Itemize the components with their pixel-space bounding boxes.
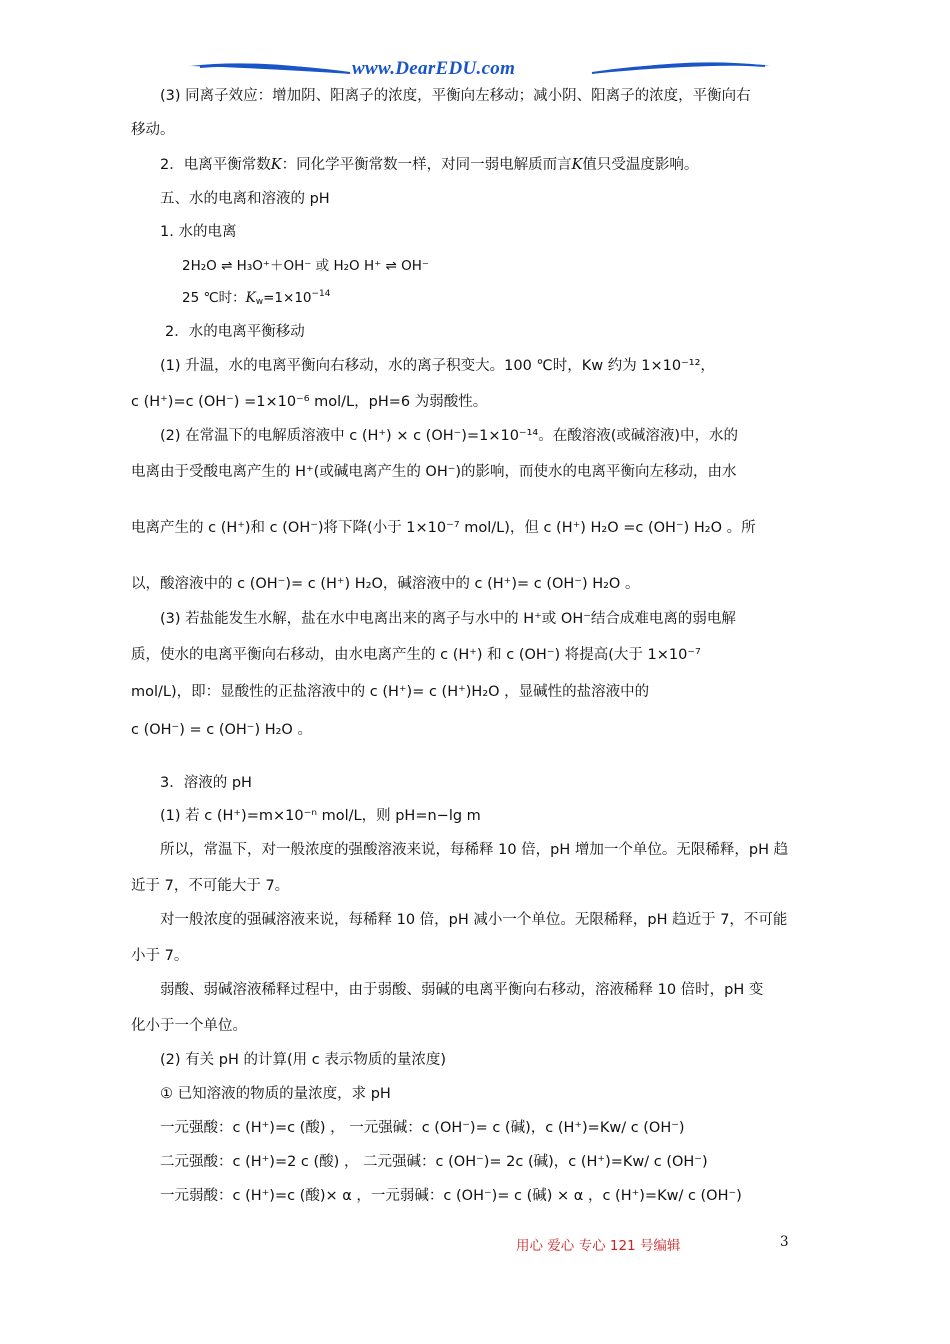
formula-line: (1) 若 c (H⁺)=m×10⁻ⁿ mol/L，则 pH=n−lg m [160, 808, 481, 824]
subsection-heading: 1. 水的电离 [160, 224, 237, 240]
formula-line: 一元弱酸：c (H⁺)=c (酸)× α ，一元弱碱：c (OH⁻)= c (碱) × α ，c (H⁺)=Kw/ c (OH⁻) [160, 1188, 742, 1204]
section-heading: 五、水的电离和溶液的 pH [160, 191, 330, 207]
paragraph-line: 电离由于受酸电离产生的 H⁺(或碱电离产生的 OH⁻)的影响，而使水的电离平衡向左移动，由水 [131, 464, 737, 480]
paragraph-line: 弱酸、弱碱溶液稀释过程中，由于弱酸、弱碱的电离平衡向右移动，溶液稀释 10 倍时，pH 变 [160, 982, 764, 998]
formula-line: 二元强酸：c (H⁺)=2 c (酸) ， 二元强碱：c (OH⁻)= 2c (碱)，c (H⁺)=Kw/ c (OH⁻) [160, 1154, 708, 1170]
paragraph-line: 化小于一个单位。 [131, 1018, 247, 1034]
paragraph-line: (2) 在常温下的电解质溶液中 c (H⁺) × c (OH⁻)=1×10⁻¹⁴。在酸溶液(或碱溶液)中，水的 [160, 428, 739, 444]
paragraph-line: 对一般浓度的强碱溶液来说，每稀释 10 倍，pH 减小一个单位。无限稀释，pH 趋近于 7，不可能 [160, 912, 788, 928]
site-logo-text: www.DearEDU.com [352, 58, 516, 79]
paragraph-line: c (OH⁻) = c (OH⁻) H₂O 。 [131, 722, 312, 738]
paragraph-line: c (H⁺)=c (OH⁻) =1×10⁻⁶ mol/L，pH=6 为弱酸性。 [131, 394, 488, 410]
paragraph-line: 以，酸溶液中的 c (OH⁻)= c (H⁺) H₂O，碱溶液中的 c (H⁺)= c (OH⁻) H₂O 。 [131, 576, 640, 592]
footer-text: 用心 爱心 专心 121 号编辑 [516, 1238, 681, 1254]
paragraph-line: 2．电离平衡常数K：同化学平衡常数一样，对同一弱电解质而言K值只受温度影响。 [160, 157, 699, 173]
paragraph-line: 所以，常温下，对一般浓度的强酸溶液来说，每稀释 10 倍，pH 增加一个单位。无限稀释，pH 趋 [160, 842, 789, 858]
formula-line: 一元强酸：c (H⁺)=c (酸) ， 一元强碱：c (OH⁻)= c (碱)，c (H⁺)=Kw/ c (OH⁻) [160, 1120, 685, 1136]
subsection-heading: 3．溶液的 pH [160, 775, 252, 791]
paragraph-line: (1) 升温，水的电离平衡向右移动，水的离子积变大。100 ℃时，Kw 约为 1×10⁻¹²， [160, 358, 715, 374]
paragraph-line: 移动。 [131, 122, 175, 138]
paragraph-line: (3) 若盐能发生水解，盐在水中电离出来的离子与水中的 H⁺或 OH⁻结合成难电离的弱电解 [160, 611, 736, 627]
equation-line: 25 ℃时：$K_w=1\times 10^{-14}$ [182, 289, 331, 307]
paragraph-line: 小于 7。 [131, 948, 189, 964]
paragraph-line: mol/L)，即：显酸性的正盐溶液中的 c (H⁺)= c (H⁺)H₂O ，显碱性的盐溶液中的 [131, 684, 650, 700]
paragraph-line: (3) 同离子效应：增加阴、阳离子的浓度，平衡向左移动；减小阴、阳离子的浓度，平衡向右 [160, 88, 751, 104]
paragraph-line: 近于 7，不可能大于 7。 [131, 878, 290, 894]
paragraph-line: ① 已知溶液的物质的量浓度，求 pH [160, 1086, 391, 1102]
paragraph-line: 质，使水的电离平衡向右移动，由水电离产生的 c (H⁺) 和 c (OH⁻) 将提高(大于 1×10⁻⁷ [131, 647, 701, 663]
subsection-heading: (2) 有关 pH 的计算(用 c 表示物质的量浓度) [160, 1052, 446, 1068]
subsection-heading: 2．水的电离平衡移动 [165, 324, 305, 340]
equation-line: 2H₂O ⇌ H₃O⁺＋OH⁻ 或 H₂O H⁺ ⇌ OH⁻ [182, 258, 430, 274]
page-number: 3 [780, 1234, 789, 1250]
paragraph-line: 电离产生的 c (H⁺)和 c (OH⁻)将下降(小于 1×10⁻⁷ mol/L)，但 c (H⁺) H₂O =c (OH⁻) H₂O 。所 [131, 520, 756, 536]
